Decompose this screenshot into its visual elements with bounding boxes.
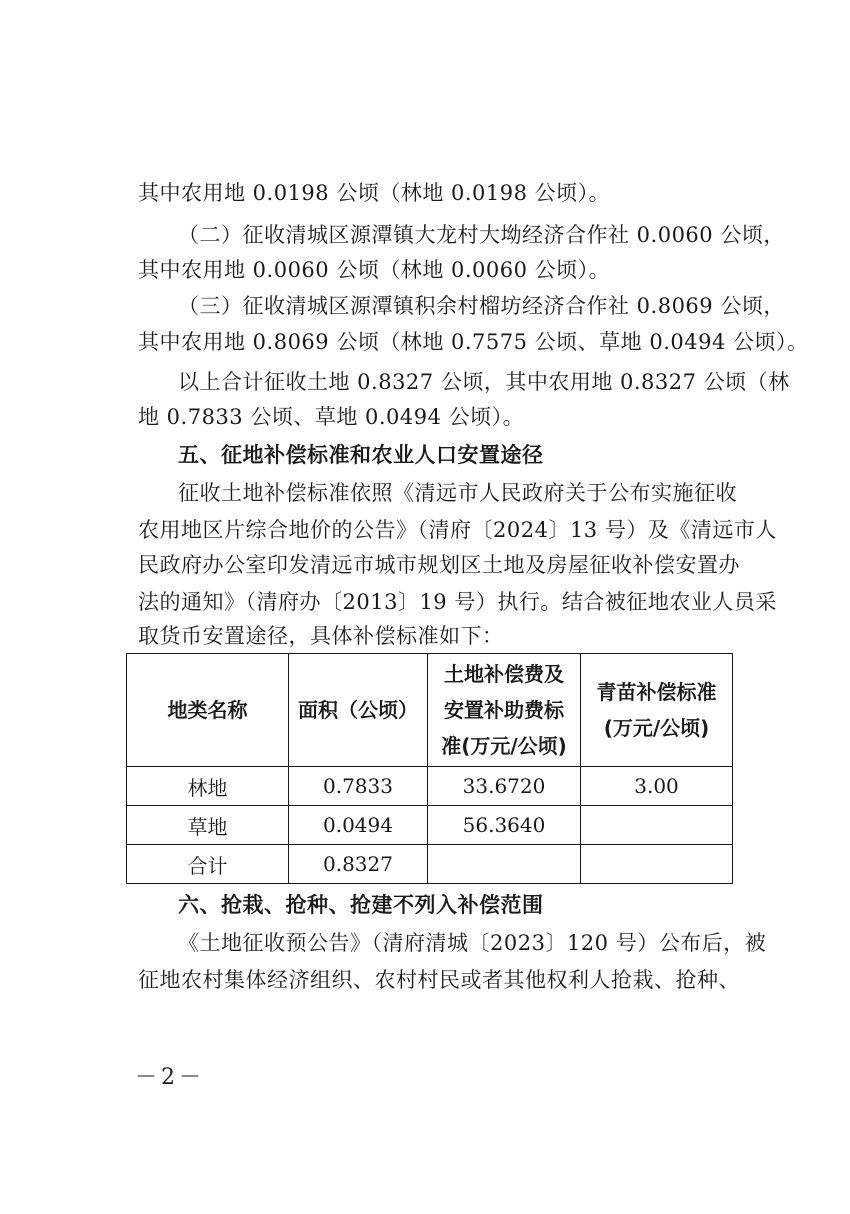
- compensation-table: [126, 653, 733, 884]
- paragraph-line: 征地农村集体经济组织、农村村民或者其他权利人抢栽、抢种、: [138, 968, 740, 992]
- cell-land-type: 林地: [127, 767, 289, 806]
- section-heading-5: 五、征地补偿标准和农业人口安置途径: [178, 443, 544, 467]
- header-land-type: 地类名称: [127, 654, 289, 767]
- table-header-row: [127, 654, 733, 767]
- paragraph-line: （三）征收清城区源潭镇积余村榴坊经济合作社 0.8069 公顷，: [178, 294, 785, 318]
- page-number: －2－: [135, 1065, 205, 1090]
- cell-area: 0.0494: [289, 806, 428, 845]
- paragraph-line: 民政府办公室印发清远市城市规划区土地及房屋征收补偿安置办: [138, 553, 740, 577]
- cell-crop-compensation: [581, 845, 733, 884]
- table-row: [127, 845, 733, 884]
- paragraph-line: 法的通知》（清府办〔2013〕19 号）执行。结合被征地农业人员采: [138, 590, 777, 614]
- table-row: [127, 767, 733, 806]
- header-land-compensation-line3: 准(万元/公顷): [441, 734, 567, 758]
- cell-crop-compensation: 3.00: [581, 767, 733, 806]
- header-land-compensation: [428, 654, 581, 767]
- header-crop-compensation-line1: 青苗补偿标准: [596, 680, 717, 704]
- section-heading-6: 六、抢栽、抢种、抢建不列入补偿范围: [178, 893, 544, 917]
- header-land-compensation-line1: 土地补偿费及: [444, 662, 564, 686]
- cell-area: 0.7833: [289, 767, 428, 806]
- cell-crop-compensation: [581, 806, 733, 845]
- paragraph-line: 地 0.7833 公顷、草地 0.0494 公顷）。: [138, 405, 525, 429]
- cell-area: 0.8327: [289, 845, 428, 884]
- table-row: [127, 806, 733, 845]
- paragraph-line: 取货币安置途径，具体补偿标准如下：: [138, 624, 504, 648]
- header-area: 面积（公顷）: [289, 654, 428, 767]
- cell-land-type: 合计: [127, 845, 289, 884]
- cell-land-compensation: 33.6720: [428, 767, 581, 806]
- paragraph-line: 其中农用地 0.0060 公顷（林地 0.0060 公顷）。: [138, 258, 611, 282]
- paragraph-line: 以上合计征收土地 0.8327 公顷，其中农用地 0.8327 公顷（林: [178, 370, 790, 394]
- paragraph-line: 农用地区片综合地价的公告》（清府〔2024〕13 号）及《清远市人: [138, 518, 777, 542]
- cell-land-type: 草地: [127, 806, 289, 845]
- header-land-compensation-line2: 安置补助费标: [444, 698, 564, 722]
- paragraph-line: （二）征收清城区源潭镇大龙村大坳经济合作社 0.0060 公顷，: [178, 223, 785, 247]
- paragraph-line: 其中农用地 0.8069 公顷（林地 0.7575 公顷、草地 0.0494 公顷）。: [138, 330, 809, 354]
- paragraph-line: 《土地征收预公告》（清府清城〔2023〕120 号）公布后，被: [178, 931, 767, 955]
- paragraph-line: 其中农用地 0.0198 公顷（林地 0.0198 公顷）。: [138, 181, 611, 205]
- cell-land-compensation: [428, 845, 581, 884]
- header-crop-compensation: [581, 654, 733, 767]
- header-crop-compensation-line2: (万元/公顷): [603, 716, 710, 740]
- paragraph-line: 征收土地补偿标准依照《清远市人民政府关于公布实施征收: [178, 481, 737, 505]
- cell-land-compensation: 56.3640: [428, 806, 581, 845]
